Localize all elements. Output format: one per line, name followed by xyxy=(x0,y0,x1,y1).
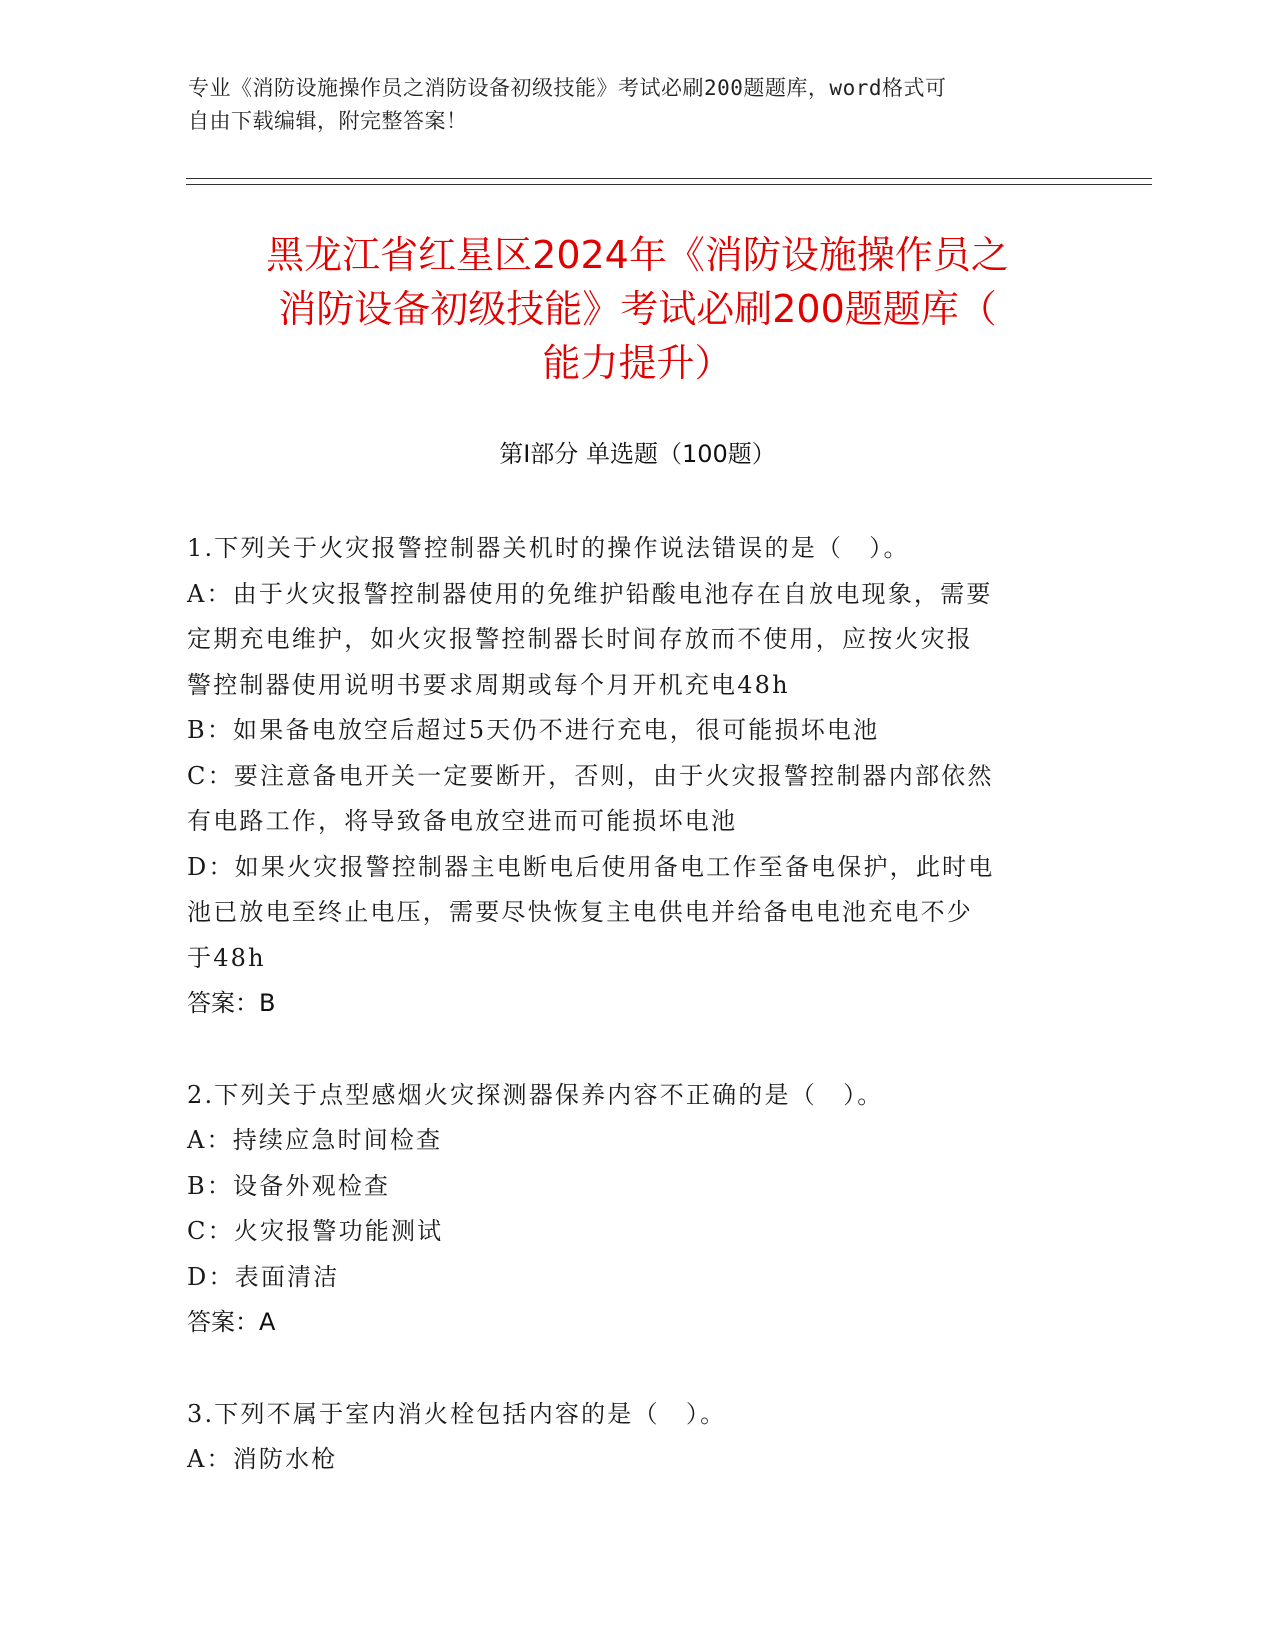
question-1-stem: 1.下列关于火灾报警控制器关机时的操作说法错误的是（ ）。 xyxy=(187,534,910,562)
question-2-answer: 答案：A xyxy=(187,1308,276,1336)
question-2-option-c: C：火灾报警功能测试 xyxy=(187,1217,444,1245)
question-1 xyxy=(187,526,1087,1027)
document-title xyxy=(170,228,1105,390)
question-1-option-b: B：如果备电放空后超过5天仍不进行充电，很可能损坏电池 xyxy=(187,716,880,744)
header-divider-top xyxy=(186,178,1152,179)
question-1-option-d-cont: 于48h xyxy=(187,943,266,972)
question-2-stem: 2.下列关于点型感烟火灾探测器保养内容不正确的是（ ）。 xyxy=(187,1080,884,1109)
section-title: 第Ⅰ部分 单选题（100题） xyxy=(499,440,776,468)
intro-line-1: 专业《消防设施操作员之消防设备初级技能》考试必刷200题题库，word格式可 xyxy=(188,76,947,100)
question-2-option-d: D：表面清洁 xyxy=(187,1262,340,1291)
question-3-option-a: A：消防水枪 xyxy=(187,1445,338,1473)
question-spacer xyxy=(187,1346,1087,1392)
question-2 xyxy=(187,1073,1087,1346)
question-1-option-d: D：如果火灾报警控制器主电断电后使用备电工作至备电保护，此时电 xyxy=(187,852,995,881)
title-line-2: 消防设备初级技能》考试必刷200题题库（ xyxy=(278,287,997,331)
title-line-3: 能力提升） xyxy=(542,341,733,385)
question-1-option-d-cont: 池已放电至终止电压，需要尽快恢复主电供电并给备电电池充电不少 xyxy=(187,898,973,926)
question-1-option-a-cont: 警控制器使用说明书要求周期或每个月开机充电48h xyxy=(187,670,790,699)
question-2-option-b: B：设备外观检查 xyxy=(187,1171,391,1200)
question-2-option-a: A：持续应急时间检查 xyxy=(187,1126,443,1154)
question-spacer xyxy=(187,1027,1087,1073)
question-1-option-c-cont: 有电路工作，将导致备电放空进而可能损坏电池 xyxy=(187,807,738,835)
title-line-1: 黑龙江省红星区2024年《消防设施操作员之 xyxy=(266,233,1009,277)
intro-text xyxy=(188,72,1068,138)
question-1-option-a: A：由于火灾报警控制器使用的免维护铅酸电池存在自放电现象，需要 xyxy=(187,579,993,608)
header-divider-bottom xyxy=(186,184,1152,185)
question-1-answer: 答案：B xyxy=(187,989,276,1017)
question-list xyxy=(187,526,1087,1483)
question-1-option-a-cont: 定期充电维护，如火灾报警控制器长时间存放而不使用，应按火灾报 xyxy=(187,625,973,653)
question-1-option-c: C：要注意备电开关一定要断开，否则，由于火灾报警控制器内部依然 xyxy=(187,761,994,790)
intro-line-2: 自由下载编辑，附完整答案！ xyxy=(188,109,468,133)
question-3-stem: 3.下列不属于室内消火栓包括内容的是（ ）。 xyxy=(187,1399,727,1428)
question-3 xyxy=(187,1392,1087,1483)
